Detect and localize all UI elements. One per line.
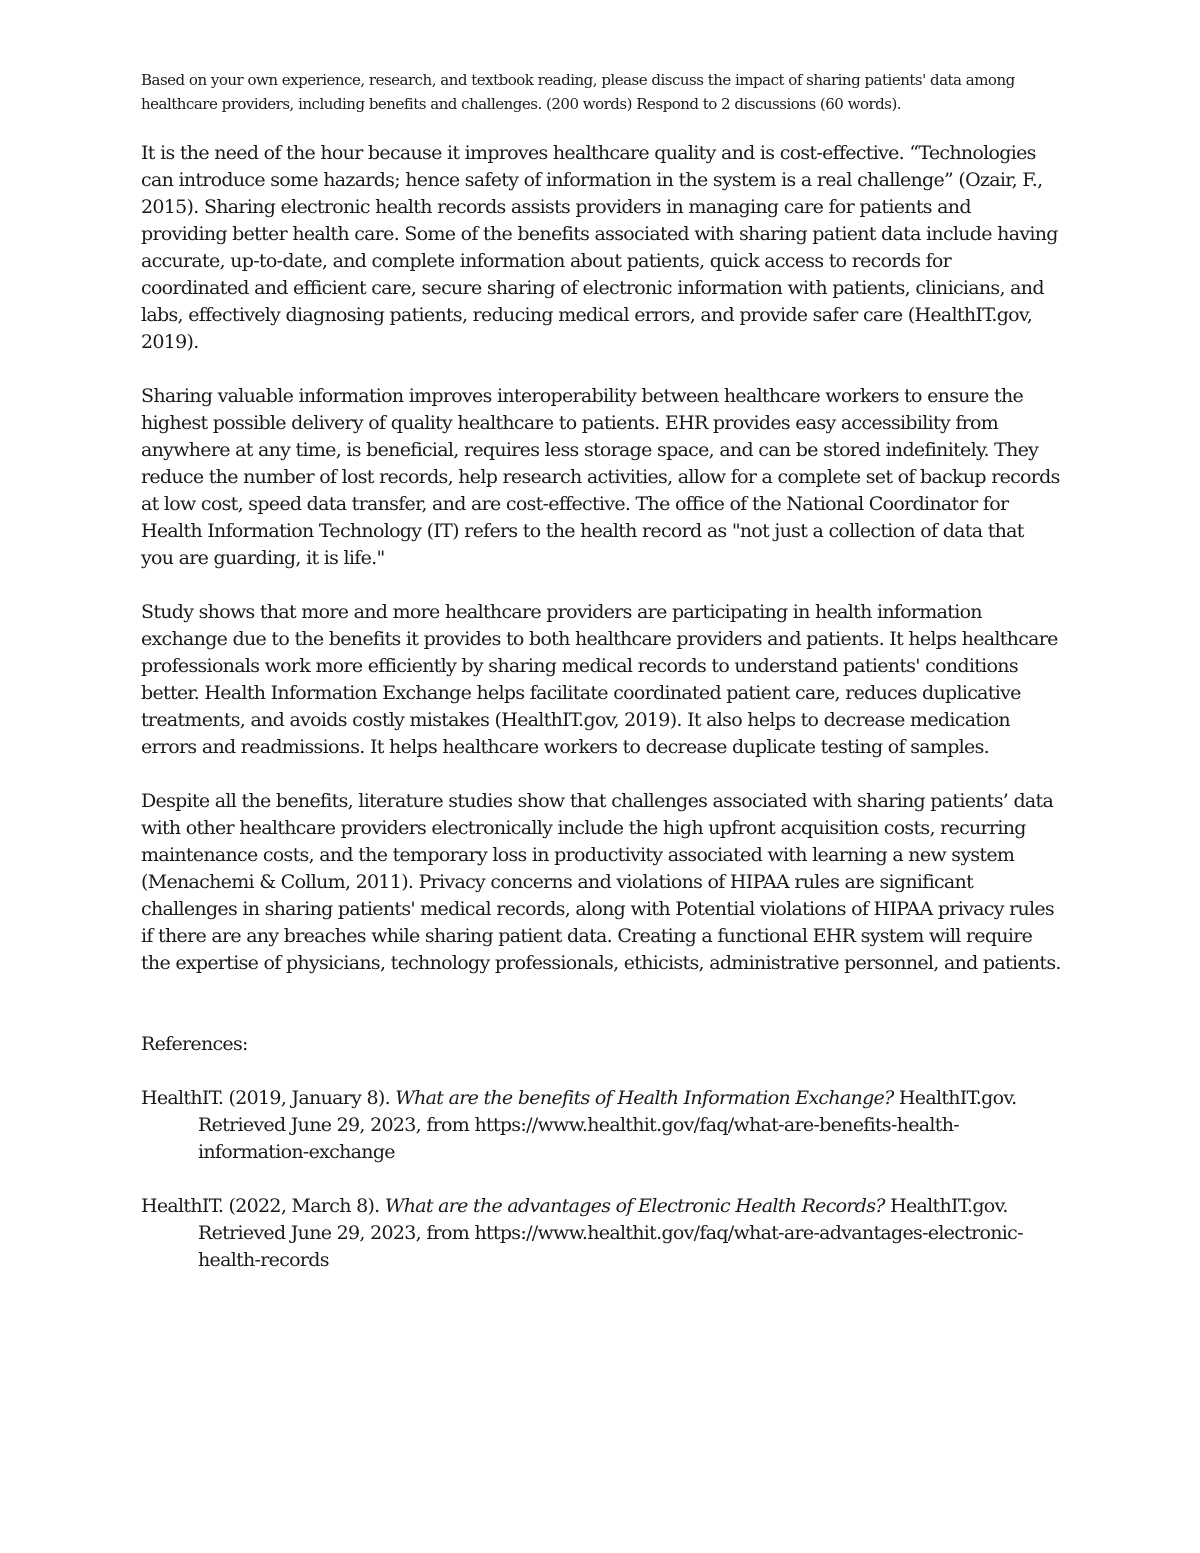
reference-title: What are the advantages of Electronic Health Records? <box>384 1195 885 1217</box>
body-paragraph-3: Study shows that more and more healthcare providers are participating in health information exchange due to the benefits it provides to both healthcare providers and patients. It helps healthcare professionals work more efficiently by sharing medical records to understand patients' conditions better. Health Information Exchange helps facilitate coordinated patient care, reduces duplicative treatments, and avoids costly mistakes (HealthIT.gov, 2019). It also helps to decrease medication errors and readmissions. It helps healthcare workers to decrease duplicate testing of samples. <box>141 601 1058 758</box>
reference-author-date: HealthIT. (2019, January 8). <box>141 1087 396 1109</box>
reference-entry-2 <box>141 1193 1061 1274</box>
reference-source: HealthIT.gov. Retrieved June 29, 2023, from https://www.healthit.gov/faq/what-are-benefits-health-information-exchange <box>198 1087 1017 1163</box>
discussion-prompt: Based on your own experience, research, and textbook reading, please discuss the impact of sharing patients' data among healthcare providers, including benefits and challenges. (200 words) Respond to 2 discussions (60 words). <box>141 71 1015 113</box>
body-paragraph-2: Sharing valuable information improves interoperability between healthcare workers to ensure the highest possible delivery of quality healthcare to patients. EHR provides easy accessibility from anywhere at any time, is beneficial, requires less storage space, and can be stored indefinitely. They reduce the number of lost records, help research activities, allow for a complete set of backup records at low cost, speed data transfer, and are cost-effective. The office of the National Coordinator for Health Information Technology (IT) refers to the health record as "not just a collection of data that you are guarding, it is life." <box>141 385 1060 569</box>
references-heading: References: <box>141 1033 248 1055</box>
reference-entry-1 <box>141 1085 1061 1166</box>
body-paragraph-1: It is the need of the hour because it improves healthcare quality and is cost-effective. “Technologies can introduce some hazards; hence safety of information in the system is a real challenge” (Ozair, F., 2015). Sharing electronic health records assists providers in managing care for patients and providing better health care. Some of the benefits associated with sharing patient data include having accurate, up-to-date, and complete information about patients, quick access to records for coordinated and efficient care, secure sharing of electronic information with patients, clinicians, and labs, effectively diagnosing patients, reducing medical errors, and provide safer care (HealthIT.gov, 2019). <box>141 142 1058 353</box>
reference-source: HealthIT.gov. Retrieved June 29, 2023, from https://www.healthit.gov/faq/what-are-advantages-electronic-health-records <box>198 1195 1023 1271</box>
body-paragraph-4: Despite all the benefits, literature studies show that challenges associated with sharing patients’ data with other healthcare providers electronically include the high upfront acquisition costs, recurring maintenance costs, and the temporary loss in productivity associated with learning a new system (Menachemi & Collum, 2011). Privacy concerns and violations of HIPAA rules are significant challenges in sharing patients' medical records, along with Potential violations of HIPAA privacy rules if there are any breaches while sharing patient data. Creating a functional EHR system will require the expertise of physicians, technology professionals, ethicists, administrative personnel, and patients. <box>141 790 1061 974</box>
reference-author-date: HealthIT. (2022, March 8). <box>141 1195 385 1217</box>
reference-title: What are the benefits of Health Information Exchange? <box>395 1087 894 1109</box>
document-page <box>141 68 1061 1301</box>
